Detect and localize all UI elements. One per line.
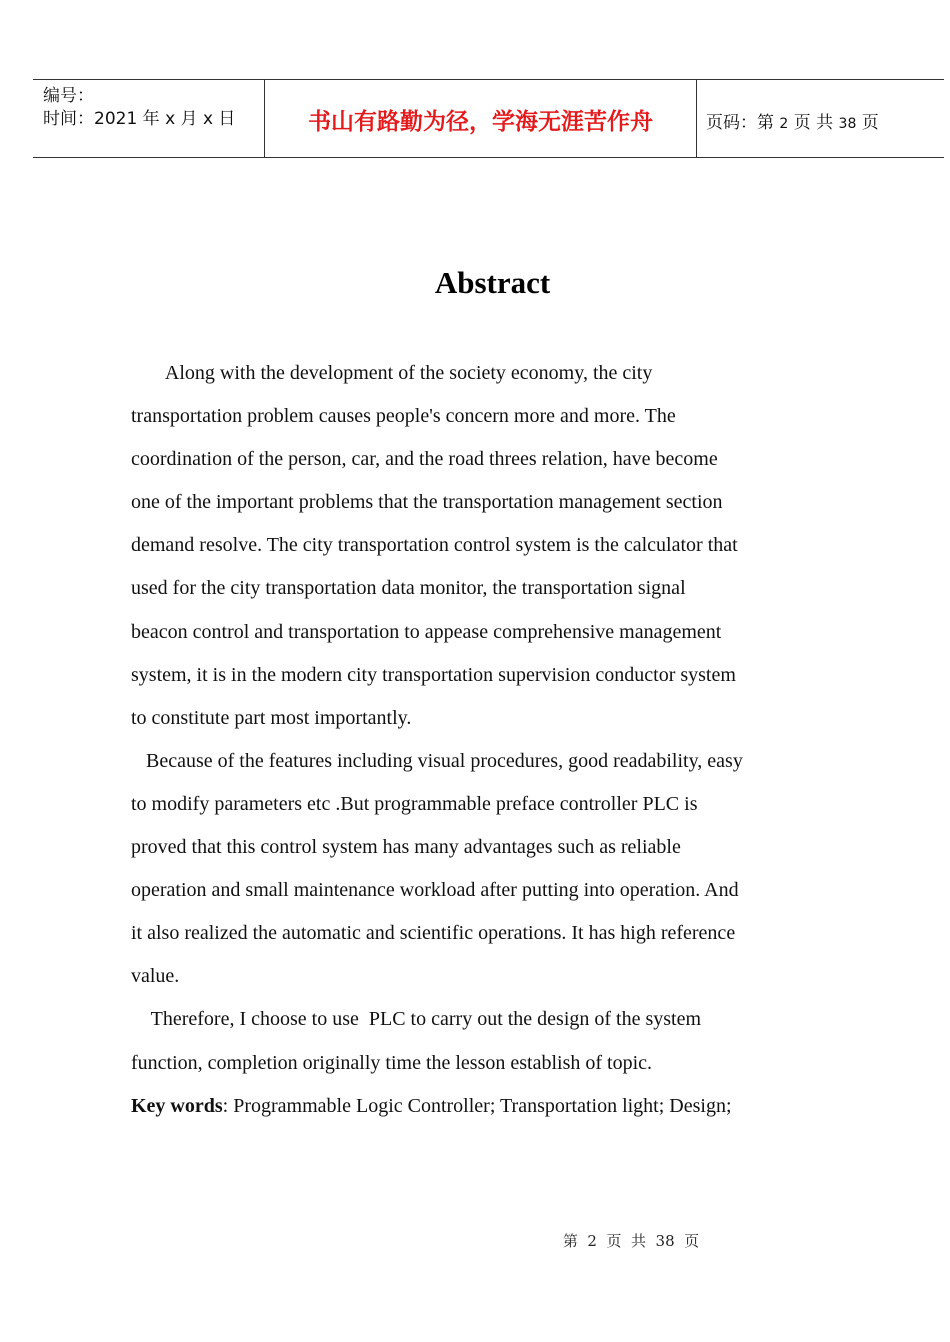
document-number-label: 编号： xyxy=(43,86,94,106)
time-month-char: 月 xyxy=(180,109,198,129)
time-day-placeholder: x xyxy=(202,109,214,129)
header-page-info xyxy=(706,108,879,133)
abstract-line: coordination of the person, car, and the road threes relation, have become xyxy=(131,448,718,471)
page-total: 38 xyxy=(838,116,857,132)
abstract-line: system, it is in the modern city transportation supervision conductor system xyxy=(131,663,736,686)
page-header xyxy=(33,79,944,158)
time-day-char: 日 xyxy=(218,109,236,129)
abstract-line: value. xyxy=(131,965,180,988)
page-footer: 第 2 页 共 38 页 xyxy=(562,1232,700,1250)
page-current: 2 xyxy=(779,116,789,132)
abstract-line: one of the important problems that the transportation management section xyxy=(131,491,723,514)
abstract-line: beacon control and transportation to appease comprehensive management xyxy=(131,620,722,643)
time-year: 2021 xyxy=(94,109,138,129)
abstract-line: demand resolve. The city transportation control system is the calculator that xyxy=(131,534,738,557)
abstract-line: function, completion originally time the lesson establish of topic. xyxy=(131,1051,653,1074)
page-mid: 页 共 xyxy=(793,113,834,133)
abstract-line: Therefore, I choose to use PLC to carry out the design of the system xyxy=(131,1008,702,1031)
abstract-line: Because of the features including visual procedures, good readability, easy xyxy=(131,749,743,772)
header-meta-cell xyxy=(33,80,264,157)
abstract-line: to constitute part most importantly. xyxy=(131,706,412,729)
header-motto-cell xyxy=(264,80,697,157)
header-page-cell xyxy=(696,80,944,157)
abstract-line: used for the city transportation data monitor, the transportation signal xyxy=(131,577,686,600)
document-time xyxy=(43,104,235,129)
keywords-line xyxy=(131,1085,821,1128)
abstract-line: to modify parameters etc .But programmable preface controller PLC is xyxy=(131,792,698,815)
abstract-line: proved that this control system has many advantages such as reliable xyxy=(131,836,681,859)
page-suffix: 页 xyxy=(861,113,879,133)
time-month-placeholder: x xyxy=(165,109,176,129)
header-motto: 书山有路勤为径，学海无涯苦作舟 xyxy=(308,109,653,135)
abstract-body xyxy=(131,352,821,1128)
time-prefix: 时间： xyxy=(43,109,94,129)
keywords-text: : Programmable Logic Controller; Transportation light; Design; xyxy=(222,1094,732,1117)
abstract-line: it also realized the automatic and scientific operations. It has high reference xyxy=(131,922,736,945)
time-year-char: 年 xyxy=(142,109,160,129)
document-title: Abstract xyxy=(434,265,551,300)
abstract-line: transportation problem causes people's concern more and more. The xyxy=(131,405,676,428)
abstract-line: Along with the development of the society economy, the city xyxy=(131,362,653,384)
abstract-line: operation and small maintenance workload after putting into operation. And xyxy=(131,879,739,902)
page-prefix: 页码：第 xyxy=(706,113,774,133)
keywords-label: Key words xyxy=(131,1094,223,1117)
